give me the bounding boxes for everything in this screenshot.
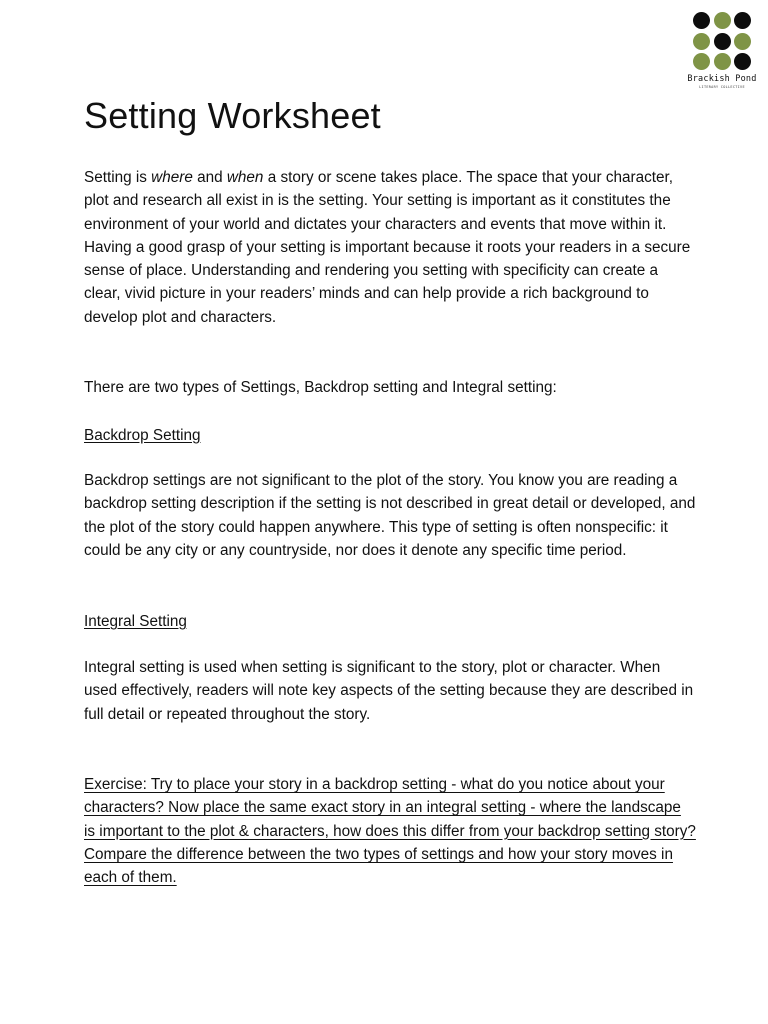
page-title: Setting Worksheet (84, 95, 381, 136)
logo-subtitle: LITERARY COLLECTIVE (699, 85, 745, 89)
integral-paragraph: Integral setting is used when setting is significant to the story, plot or character. When used effectively, readers will note key aspects of the setting because they are described in full detail or repeated throughout the story. (84, 659, 694, 723)
logo-dot (693, 12, 710, 29)
logo-dot (734, 53, 751, 70)
logo-dot (734, 33, 751, 50)
logo-dot (734, 12, 751, 29)
intro-rest: a story or scene takes place. The space that your character, plot and research all exist in is the setting. Your setting is important as it constitutes the environment of your world and dictates your characters and events that move within it. Having a good grasp of your setting is important because it roots your readers in a secure sense of place. Understanding and rendering you setting with specificity can create a clear, vivid picture in your readers’ minds and can help provide a rich background to develop plot and characters. (84, 169, 691, 326)
brackish-pond-logo (684, 12, 760, 89)
intro-when: when (226, 169, 264, 186)
types-intro: There are two types of Settings, Backdrop setting and Integral setting: (84, 379, 557, 396)
logo-name: Brackish Pond (687, 74, 757, 84)
intro-lead: Setting is (84, 169, 152, 186)
logo-dot (693, 33, 710, 50)
backdrop-paragraph: Backdrop settings are not significant to the plot of the story. You know you are reading a backdrop setting description if the setting is not described in great detail or developed, and the plot of the story could happen anywhere. This type of setting is often nonspecific: it could be any city or any countryside, nor does it denote any specific time period. (84, 472, 696, 559)
logo-dot (714, 12, 731, 29)
intro-and: and (192, 169, 227, 186)
intro-paragraph (84, 166, 696, 329)
logo-dot (693, 53, 710, 70)
intro-where: where (151, 169, 193, 186)
logo-dot (714, 53, 731, 70)
backdrop-heading: Backdrop Setting (84, 427, 201, 444)
logo-dot (714, 33, 731, 50)
exercise-paragraph: Exercise: Try to place your story in a backdrop setting - what do you notice about your characters? Now place the same exact story in an integral setting - where the landscape is important to the plot & characters, how does this differ from your backdrop setting story? Compare the difference between the two types of settings and how your story moves in each of them. (84, 776, 696, 887)
logo-dot-grid (693, 12, 751, 70)
integral-heading: Integral Setting (84, 613, 187, 630)
